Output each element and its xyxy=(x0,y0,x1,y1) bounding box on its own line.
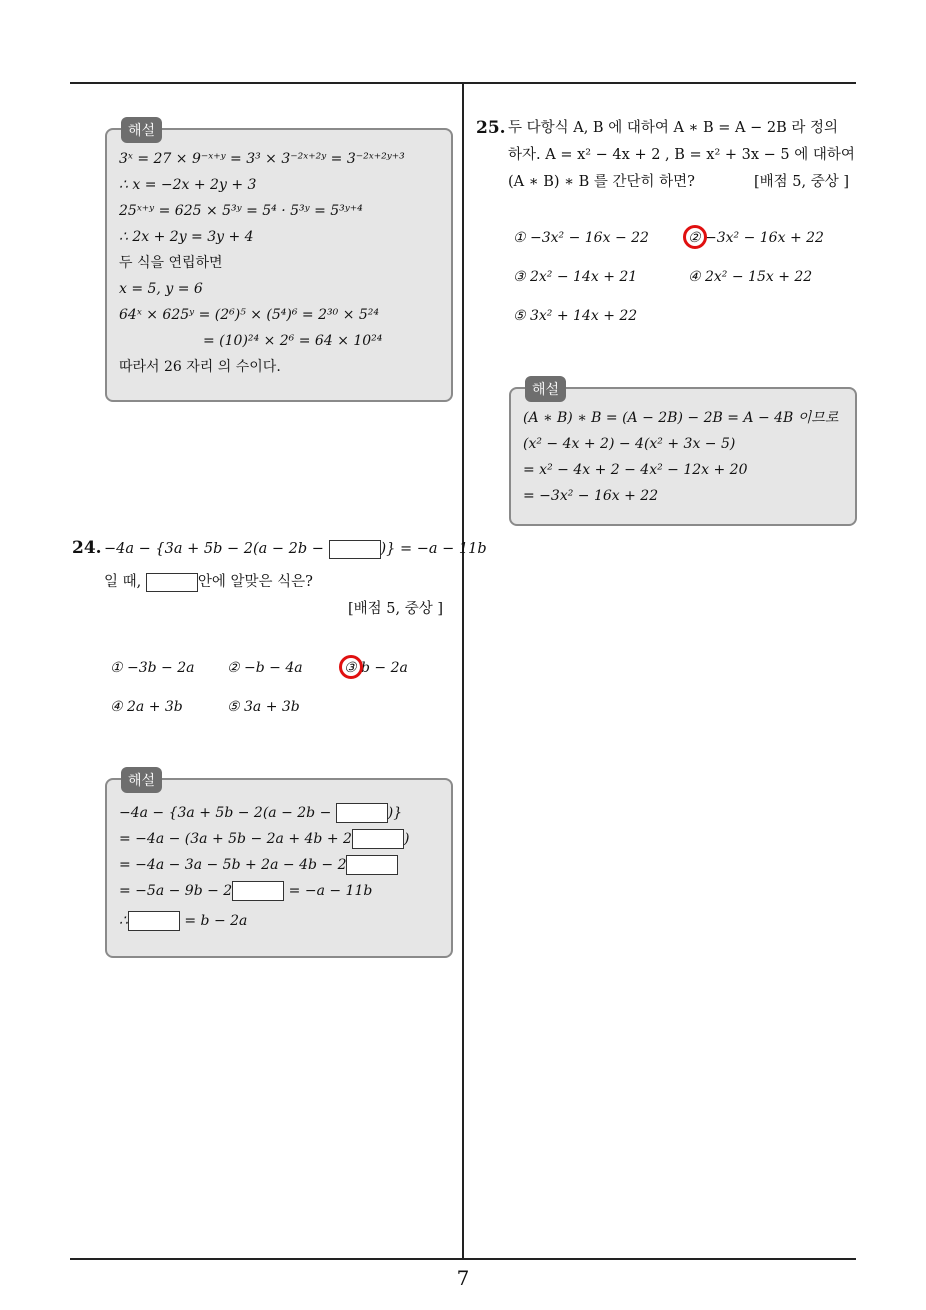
solution-label: 해설 xyxy=(525,376,566,402)
points-label: [배점 5, 중상 ] xyxy=(348,601,444,617)
choice-24-2[interactable]: ② −b − 4a xyxy=(227,660,303,676)
solution-line: = x² − 4x + 2 − 4x² − 12x + 20 xyxy=(523,462,748,478)
question-25-text xyxy=(508,115,860,196)
solution-line xyxy=(119,800,439,826)
solution-line: x = 5, y = 6 xyxy=(119,281,203,297)
prompt-post: 안에 알맞은 식은? xyxy=(197,574,313,590)
expression-right: )} = −a − 11b xyxy=(380,541,487,557)
therefore-symbol: ∴ xyxy=(119,913,128,929)
page-number: 7 xyxy=(456,1266,470,1290)
choice-25-2[interactable]: ② −3x² − 16x + 22 xyxy=(688,230,824,246)
answer-blank xyxy=(232,881,284,901)
answer-circle-mark xyxy=(683,225,707,249)
solution-label: 해설 xyxy=(121,767,162,793)
solution-line xyxy=(119,852,439,878)
answer-blank xyxy=(336,803,388,823)
solution-line: (x² − 4x + 2) − 4(x² + 3x − 5) xyxy=(523,436,736,452)
solution-line: ∴ 2x + 2y = 3y + 4 xyxy=(119,229,254,245)
solution-line: 두 식을 연립하면 xyxy=(119,255,223,271)
answer-blank xyxy=(352,829,404,849)
solution-line: ∴ x = −2x + 2y + 3 xyxy=(119,177,257,193)
choice-24-4[interactable]: ④ 2a + 3b xyxy=(110,699,183,715)
solution-text: ) xyxy=(403,831,410,847)
solution-line xyxy=(119,826,439,852)
solution-text: = b − 2a xyxy=(184,913,248,929)
question-number-25: 25. xyxy=(476,118,506,138)
solution-line: = −3x² − 16x + 22 xyxy=(523,488,659,504)
answer-blank xyxy=(128,911,180,931)
choice-25-3[interactable]: ③ 2x² − 14x + 21 xyxy=(513,269,638,285)
solution-text: )} xyxy=(387,805,403,821)
solution-line: (A ∗ B) ∗ B = (A − 2B) − 2B = A − 4B 이므로 xyxy=(523,410,839,426)
solution-box-25 xyxy=(509,382,857,526)
question-24-expression xyxy=(104,536,487,563)
choice-25-1[interactable]: ① −3x² − 16x − 22 xyxy=(513,230,649,246)
points-label: [배점 5, 중상 ] xyxy=(754,174,850,190)
column-divider xyxy=(462,83,464,1259)
bottom-rule xyxy=(70,1258,856,1260)
solution-line: 25ˣ⁺ʸ = 625 × 5³ʸ = 5⁴ · 5³ʸ = 5³ʸ⁺⁴ xyxy=(119,203,363,219)
choice-25-4[interactable]: ④ 2x² − 15x + 22 xyxy=(688,269,813,285)
solution-box-24 xyxy=(105,773,453,958)
answer-blank xyxy=(146,573,198,592)
answer-blank xyxy=(346,855,398,875)
solution-line: 따라서 26 자리 의 수이다. xyxy=(119,359,281,375)
solution-line xyxy=(119,908,439,934)
expression-left: −4a − {3a + 5b − 2(a − 2b − xyxy=(104,541,329,557)
solution-text: = −5a − 9b − 2 xyxy=(119,883,233,899)
prompt-pre: 일 때, xyxy=(104,574,142,590)
question-line-text: (A ∗ B) ∗ B 를 간단히 하면? xyxy=(508,174,695,190)
solution-line: = (10)²⁴ × 2⁶ = 64 × 10²⁴ xyxy=(203,333,383,349)
solution-line: 3ˣ = 27 × 9⁻ˣ⁺ʸ = 3³ × 3⁻²ˣ⁺²ʸ = 3⁻²ˣ⁺²ʸ⁺³ xyxy=(119,151,405,167)
question-line: 두 다항식 A, B 에 대하여 A ∗ B = A − 2B 라 정의 xyxy=(508,120,838,136)
solution-text: −4a − {3a + 5b − 2(a − 2b − xyxy=(119,805,336,821)
question-line xyxy=(508,169,860,196)
solution-line xyxy=(119,878,439,904)
solution-text: = −4a − 3a − 5b + 2a − 4b − 2 xyxy=(119,857,347,873)
solution-text: = −a − 11b xyxy=(288,883,373,899)
choice-24-1[interactable]: ① −3b − 2a xyxy=(110,660,195,676)
choice-24-3[interactable]: ③ b − 2a xyxy=(344,660,408,676)
question-24-prompt xyxy=(104,569,313,596)
question-number-24: 24. xyxy=(72,538,102,558)
solution-text: = −4a − (3a + 5b − 2a + 4b + 2 xyxy=(119,831,352,847)
solution-box-23 xyxy=(105,123,453,402)
choice-25-5[interactable]: ⑤ 3x² + 14x + 22 xyxy=(513,308,638,324)
answer-circle-mark xyxy=(339,655,363,679)
question-line: 하자. A = x² − 4x + 2 , B = x² + 3x − 5 에 대하여 xyxy=(508,147,855,163)
solution-label: 해설 xyxy=(121,117,162,143)
solution-line: 64ˣ × 625ʸ = (2⁶)⁵ × (5⁴)⁶ = 2³⁰ × 5²⁴ xyxy=(119,307,380,323)
choice-24-5[interactable]: ⑤ 3a + 3b xyxy=(227,699,300,715)
answer-blank xyxy=(329,540,381,559)
